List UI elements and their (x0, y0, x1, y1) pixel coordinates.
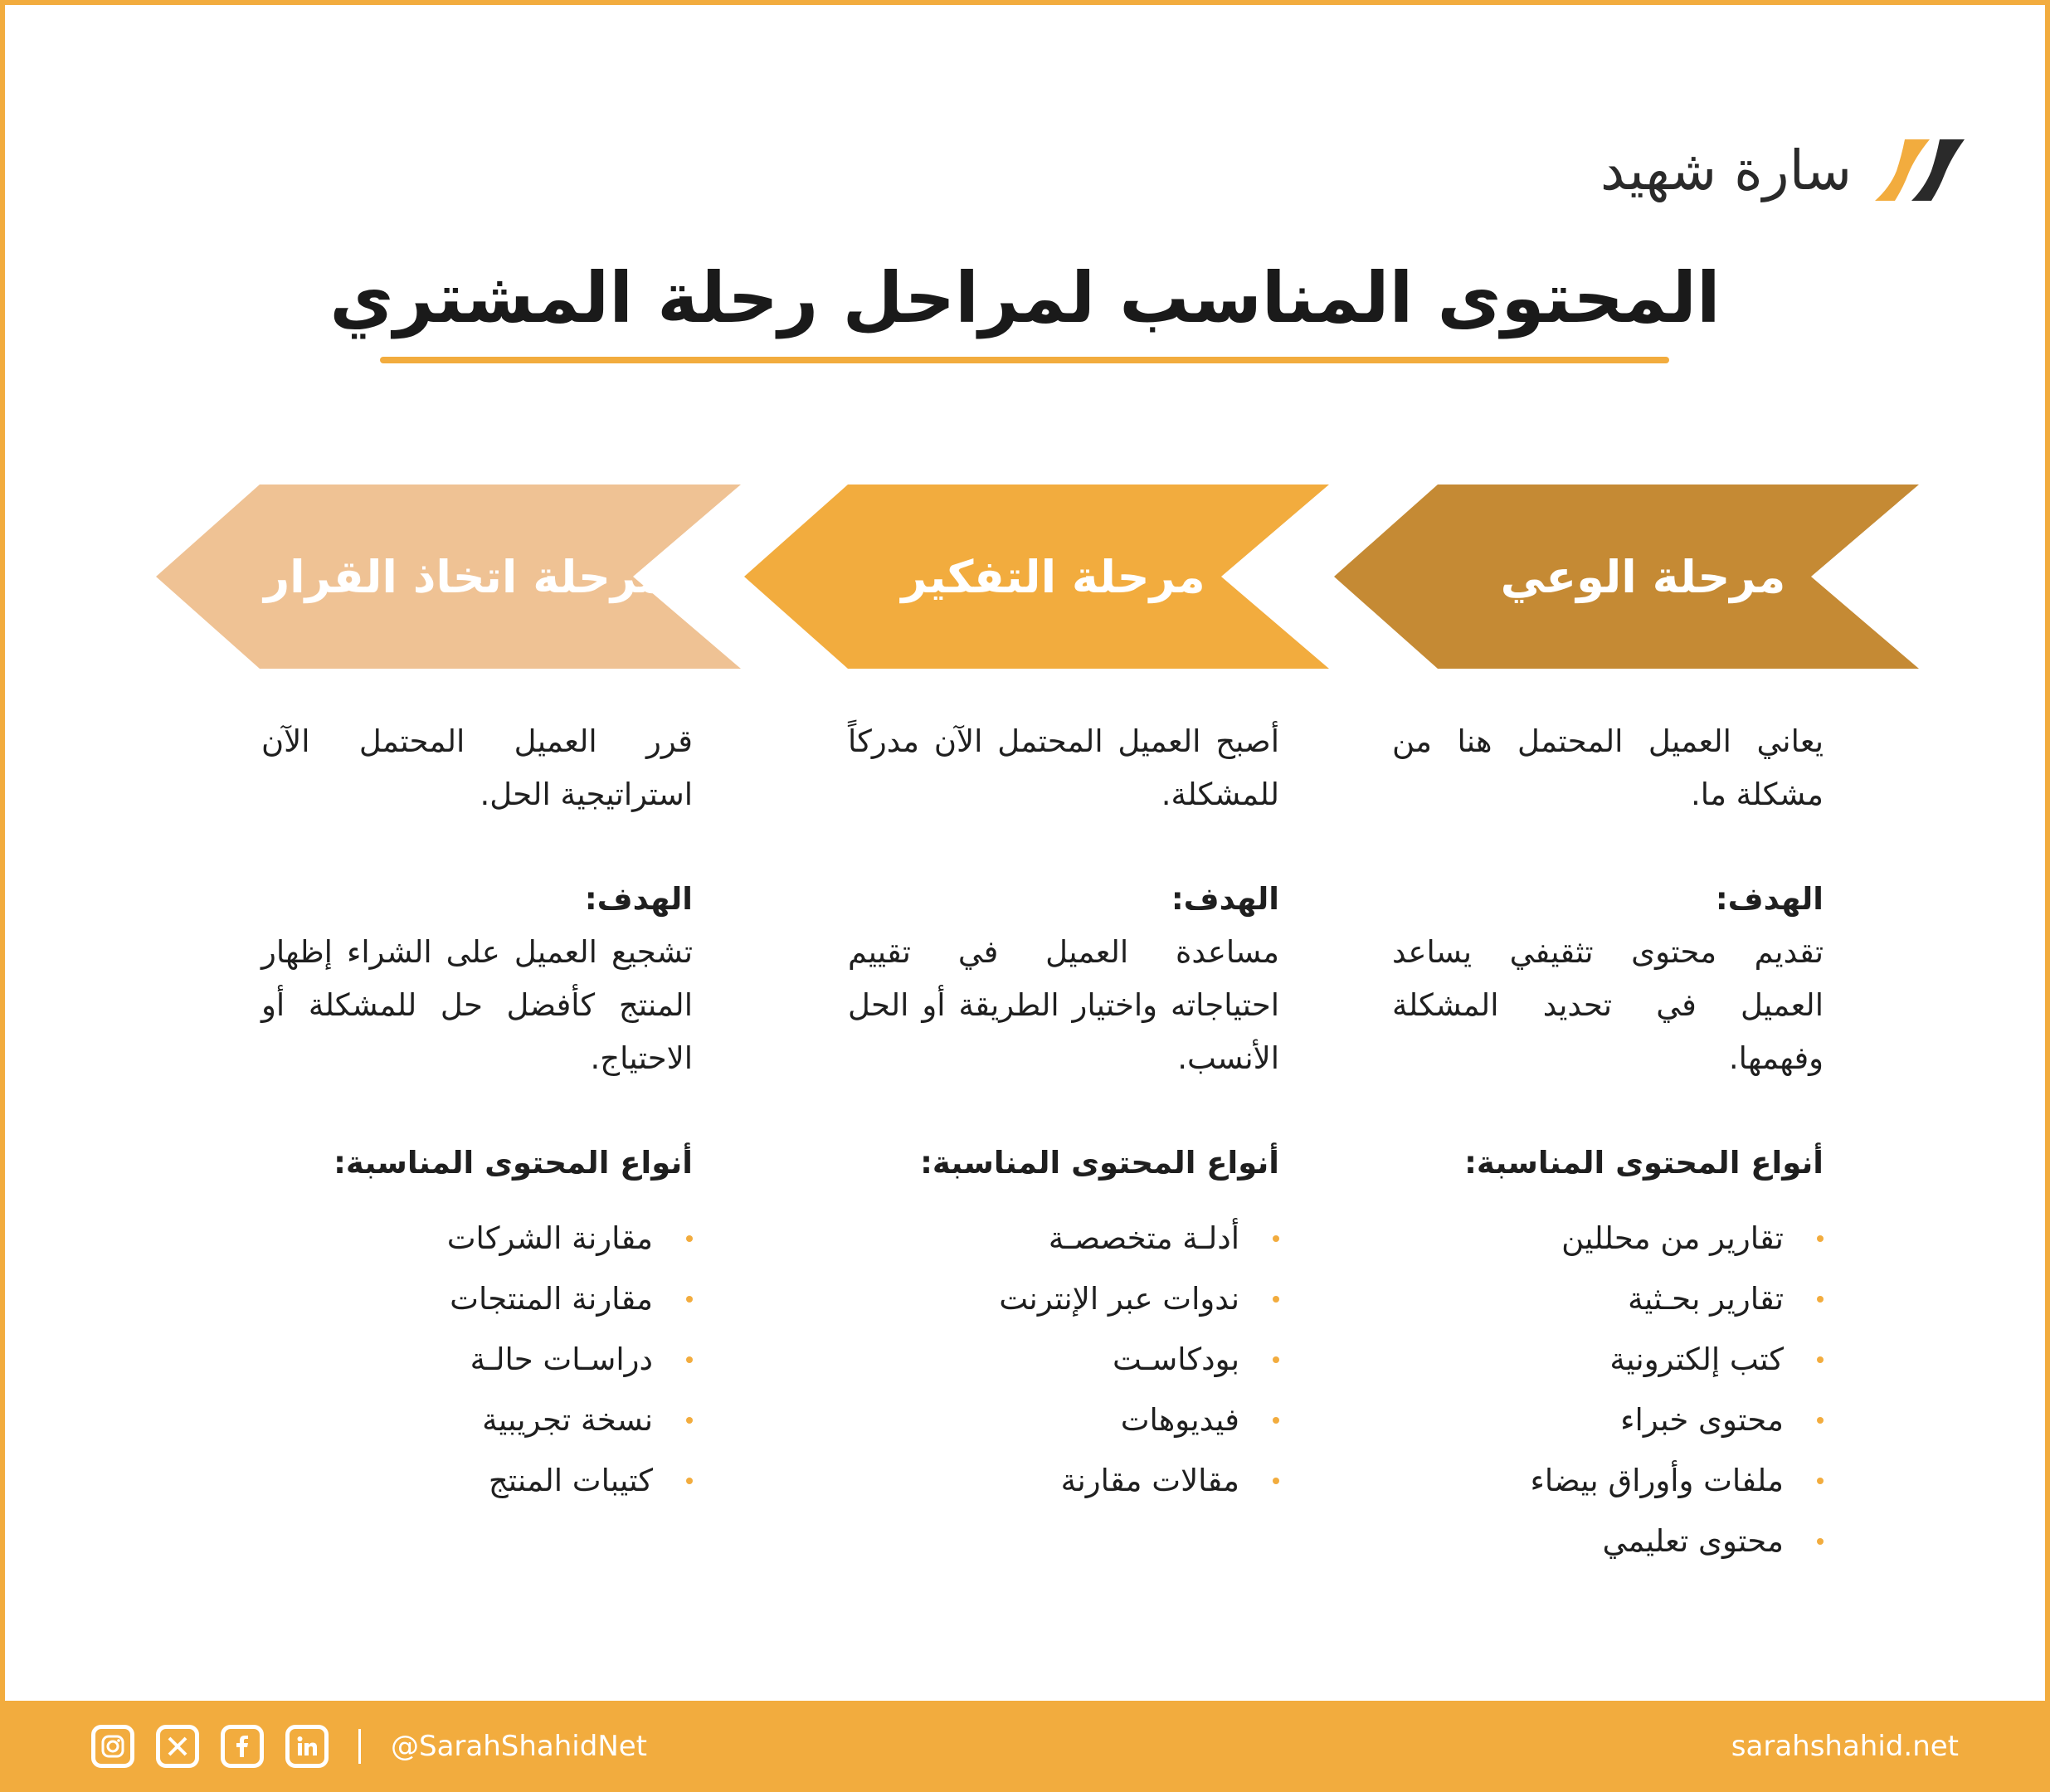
bullet-icon (1273, 1356, 1279, 1363)
x-icon[interactable] (156, 1725, 199, 1768)
goal-label: الهدف: (1715, 881, 1824, 917)
stage-column-awareness (1392, 715, 1824, 1571)
brand-mark-icon (1872, 133, 1971, 207)
goal-label: الهدف: (584, 881, 693, 917)
list-item: محتوى تعليمي (1392, 1511, 1824, 1571)
goal-label: الهدف: (1171, 881, 1279, 917)
list-item: كتب إلكترونية (1392, 1329, 1824, 1390)
bullet-icon (1817, 1356, 1824, 1363)
list-item: ندوات عبر الإنترنت (848, 1269, 1279, 1329)
content-types-list (261, 1208, 693, 1511)
brand-logo (1600, 129, 1971, 212)
stage-column-decision (261, 715, 693, 1511)
goal-text: تشجيع العميل على الشراء إظهار المنتج كأفضل حل للمشكلة أو الاحتياج. (261, 934, 693, 1076)
stage-label-decision: مرحلة اتخاذ القرار (264, 550, 666, 603)
stage-arrow-consideration (744, 485, 1329, 669)
goal-text: مساعدة العميل في تقييم احتياجاته واختيار الطريقة أو الحل الأنسب. (848, 934, 1279, 1076)
stage-description: يعاني العميل المحتمل هنا من مشكلة ما. (1392, 723, 1824, 812)
bullet-icon (1817, 1417, 1824, 1424)
bullet-icon (1817, 1296, 1824, 1303)
content-types-label: أنواع المحتوى المناسبة: (334, 1145, 693, 1181)
list-item: نسخة تجريبية (261, 1390, 693, 1450)
list-item: كتيبات المنتج (261, 1450, 693, 1511)
content-types-list (848, 1208, 1279, 1511)
instagram-icon[interactable] (91, 1725, 134, 1768)
list-item: دراسـات حالـة (261, 1329, 693, 1390)
social-handle[interactable]: @SarahShahidNet (391, 1730, 648, 1763)
stage-arrow-awareness (1334, 485, 1919, 669)
brand-name: سارة شهيد (1600, 138, 1852, 202)
bullet-icon (1817, 1538, 1824, 1545)
list-item: بودكاسـت (848, 1329, 1279, 1390)
linkedin-icon[interactable] (285, 1725, 329, 1768)
bullet-icon (1817, 1478, 1824, 1484)
bullet-icon (1273, 1296, 1279, 1303)
list-item: تقارير بحـثية (1392, 1269, 1824, 1329)
bullet-icon (1273, 1417, 1279, 1424)
list-item: مقارنة المنتجات (261, 1269, 693, 1329)
goal-text: تقديم محتوى تثقيفي يساعد العميل في تحديد المشكلة وفهمها. (1392, 934, 1824, 1076)
stage-label-awareness: مرحلة الوعي (1500, 550, 1786, 603)
bullet-icon (686, 1417, 693, 1424)
content-types-label: أنواع المحتوى المناسبة: (1464, 1145, 1824, 1181)
footer (0, 1701, 2050, 1792)
bullet-icon (686, 1235, 693, 1242)
bullet-icon (686, 1296, 693, 1303)
list-item: مقالات مقارنة (848, 1450, 1279, 1511)
bullet-icon (1273, 1478, 1279, 1484)
stage-label-consideration: مرحلة التفكير (901, 550, 1205, 603)
footer-divider (358, 1729, 361, 1764)
website-link[interactable]: sarahshahid.net (1731, 1730, 1959, 1763)
content-types-list (1392, 1208, 1824, 1571)
content-types-label: أنواع المحتوى المناسبة: (920, 1145, 1279, 1181)
social-links (91, 1725, 647, 1768)
stage-description: قرر العميل المحتمل الآن استراتيجية الحل. (261, 723, 693, 812)
list-item: تقارير من محللين (1392, 1208, 1824, 1269)
list-item: فيديوهات (848, 1390, 1279, 1450)
stage-arrow-decision (156, 485, 741, 669)
stage-description: أصبح العميل المحتمل الآن مدركاً للمشكلة. (848, 723, 1279, 812)
list-item: مقارنة الشركات (261, 1208, 693, 1269)
bullet-icon (686, 1478, 693, 1484)
title-underline (380, 357, 1669, 363)
facebook-icon[interactable] (221, 1725, 264, 1768)
list-item: أدلـة متخصصـة (848, 1208, 1279, 1269)
bullet-icon (686, 1356, 693, 1363)
list-item: ملفات وأوراق بيضاء (1392, 1450, 1824, 1511)
bullet-icon (1273, 1235, 1279, 1242)
page-title: المحتوى المناسب لمراحل رحلة المشتري (329, 257, 1721, 338)
list-item: محتوى خبراء (1392, 1390, 1824, 1450)
stage-column-consideration (848, 715, 1279, 1511)
bullet-icon (1817, 1235, 1824, 1242)
